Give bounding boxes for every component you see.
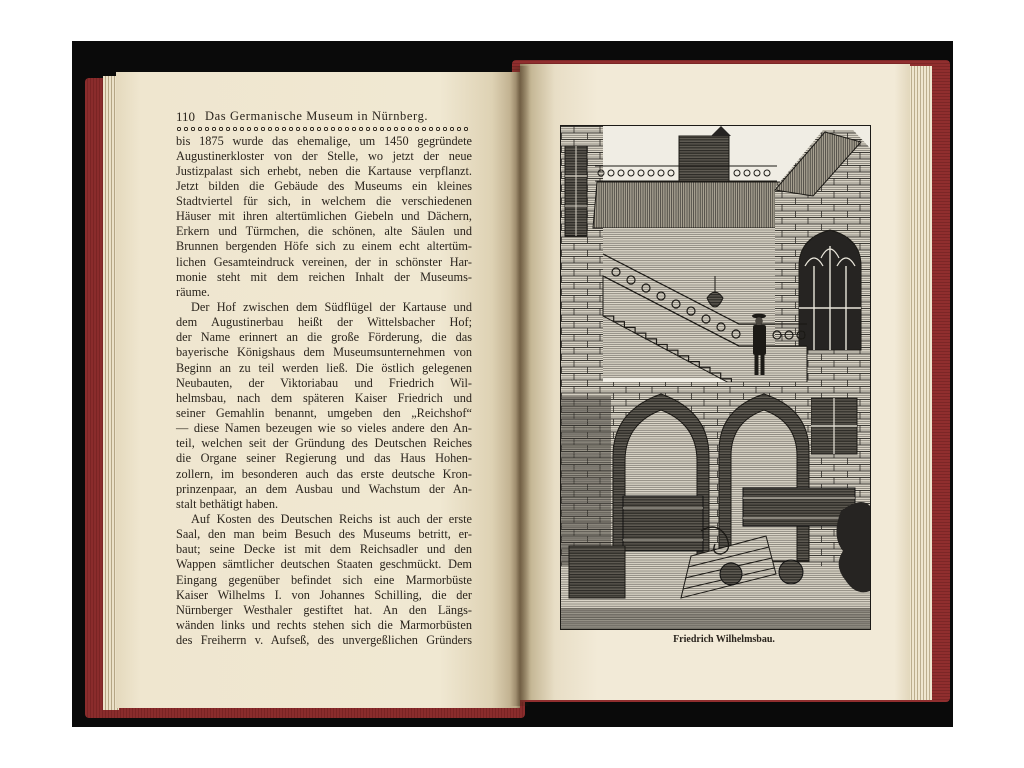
lower-right-window (811, 398, 857, 454)
ground-foreground (561, 608, 870, 629)
running-title: Das Germanische Museum in Nürnberg. (205, 109, 429, 123)
stone-ball (779, 560, 803, 584)
page-number: 110 (176, 109, 196, 124)
text-line: Saal, den man beim Besuch des Museums betritt, er- (176, 527, 472, 542)
text-line: Augustinerkloster von der Stelle, wo jetzt der neue (176, 148, 472, 163)
text-line: Wappen sämtlicher deutschen Staaten geschmückt. Dem (176, 557, 472, 572)
text-line: prinzenpaar, an dem Ausbau und Wachstum der An- (176, 481, 472, 496)
text-line: Auf Kosten des Deutschen Reichs ist auch der erste (191, 512, 472, 527)
text-line: Nürnberger Westhaler gestiftet hat. An den Längs- (176, 602, 472, 617)
text-line: stalt bethätigt haben. (176, 496, 279, 511)
column-base (569, 546, 625, 598)
text-line: des Freiherrn v. Aufseß, des unvergeßlichen Gründers (176, 633, 472, 648)
arcade-arch-right (719, 394, 809, 561)
text-line: zollern, im besonderen auch das erste deutsche Kron- (176, 466, 472, 481)
text-line: der Name erinnert an die große Förderung, die das (176, 330, 472, 345)
text-line: lichen Gesamteindruck vereinen, der in schönster Har- (176, 254, 472, 269)
courtyard-engraving (561, 126, 870, 629)
text-line: bis 1875 wurde das ehemalige, um 1450 gegründete (176, 133, 472, 148)
stone-ball (720, 563, 742, 585)
gothic-window (799, 230, 861, 350)
text-line: Eingang gegenüber befindet sich eine Marmorbüste (176, 572, 472, 587)
text-line: dem Augustinerbau heißt der Wittelsbacher Hof; (176, 315, 472, 330)
balustrade-left (623, 496, 703, 551)
text-line: baut; seine Decke ist mit dem Reichsadler und den (176, 542, 472, 557)
text-line: Justizpalast sich erhebt, neben die Kartause verpflanzt. (176, 163, 472, 178)
text-line: Der Hof zwischen dem Südflügel der Kartause und (191, 300, 472, 315)
book-gutter (510, 66, 530, 706)
text-line: helmsbau, nach dem späteren Kaiser Friedrich und (176, 390, 472, 405)
roof (593, 182, 801, 228)
text-line: die Organe seiner Regierung und das Haus Hohen- (176, 451, 472, 466)
text-line: Beginn an zu teil werden ließ. Die östlich gelegenen (176, 360, 472, 375)
text-line: bayerische Königshaus dem Museumsunternehmen von (176, 345, 472, 360)
text-line: Neubauten, der Viktoriabau und Friedrich Wil- (176, 375, 472, 390)
text-line: Jetzt bilden die Gebäude des Museums ein kleines (176, 178, 472, 193)
text-line: Stadtviertel für sich, in welchem die verschiedenen (176, 194, 472, 209)
text-line: seiner Gemahlin benannt, umgeben den „Reichshof“ (176, 406, 472, 421)
text-line: Erkern und Türmchen, die schönen, alte Säulen und (176, 224, 472, 239)
body-text (176, 134, 472, 649)
figure-caption: Friedrich Wilhelmsbau. (673, 634, 775, 645)
left-building (561, 126, 603, 426)
text-line: — diese Namen bezeugen wie so vieles andere den An- (176, 421, 472, 436)
illustration-frame (561, 126, 870, 629)
text-line: Kaiser Wilhelms I. von Johannes Schilling, die der (176, 587, 472, 602)
text-line: Häuser mit ihren altertümlichen Giebeln und Dächern, (176, 209, 472, 224)
text-line: monie steht mit dem reichen Inhalt der Museums- (176, 269, 472, 284)
text-line: räume. (176, 284, 210, 299)
text-line: Brunnen bergenden Höfe sich zu einem echt altertüm- (176, 239, 472, 254)
text-line: wänden links und rechts stehen sich die Marmorbüsten (176, 618, 472, 632)
text-line: teil, welchen seit der Gründung des Deutschen Reiches (176, 436, 472, 451)
header-ornament-rule (176, 126, 470, 132)
